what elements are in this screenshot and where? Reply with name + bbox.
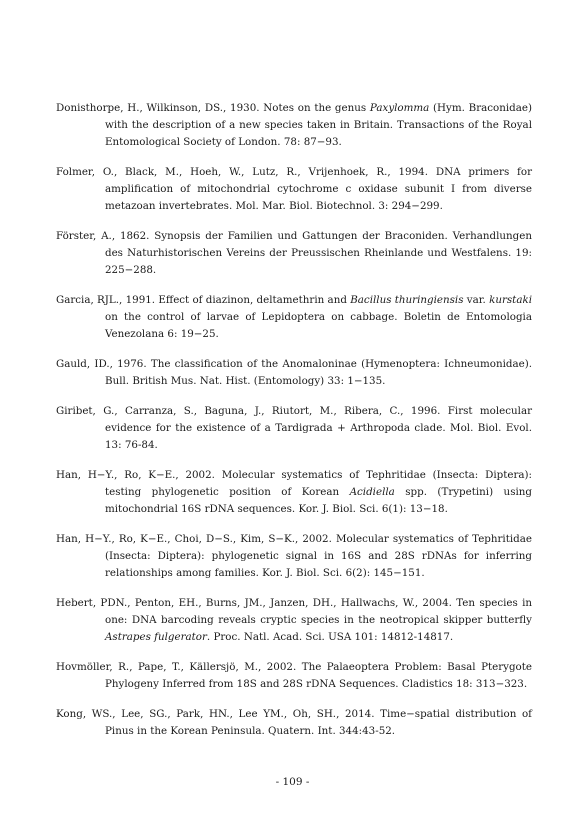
reference-text: Giribet, G., Carranza, S., Baguna, J., Riutort, M., Ribera, C., 1996. First molecular evidence for the existence of a Tardigrada + Arthropoda clade. Mol. Biol. Evol. 13: 76-84. bbox=[56, 405, 532, 451]
reference-entry bbox=[56, 706, 532, 740]
reference-text: Kong, WS., Lee, SG., Park, HN., Lee YM., Oh, SH., 2014. Time−spatial distribution of Pinus in the Korean Peninsula. Quatern. Int. 344:43-52. bbox=[56, 708, 532, 737]
reference-italic-text: Paxylomma bbox=[369, 102, 430, 114]
reference-entry bbox=[56, 228, 532, 279]
page-number: - 109 - bbox=[275, 776, 310, 788]
reference-text: Han, H−Y., Ro, K−E., Choi, D−S., Kim, S−K., 2002. Molecular systematics of Tephritidae (Insecta: Diptera): phylogenetic signal in 16S and 28S rDNAs for inferring relationships among families. Kor. J. Biol. Sci. 6(2): 145−151. bbox=[56, 533, 532, 579]
reference-text: Gauld, ID., 1976. The classification of the Anomaloninae (Hymenoptera: Ichneumonidae). Bull. British Mus. Nat. Hist. (Entomology) 33: 1−135. bbox=[56, 358, 532, 387]
reference-text: Donisthorpe, H., Wilkinson, DS., 1930. Notes on the genus bbox=[56, 102, 370, 114]
reference-text: on the control of larvae of Lepidoptera on cabbage. Boletin de Entomologia Venezolana 6: 19−25. bbox=[105, 311, 532, 340]
reference-text: Han, H−Y., Ro, K−E., 2002. Molecular systematics of Tephritidae (Insecta: Diptera): testing phylogenetic position of Korean bbox=[56, 469, 532, 498]
reference-entry bbox=[56, 659, 532, 693]
reference-entry bbox=[56, 403, 532, 454]
reference-text: Förster, A., 1862. Synopsis der Familien und Gattungen der Braconiden. Verhandlungen des Naturhistorischen Vereins der Preussischen Rheinlande und Westfalens. 19: 225−288. bbox=[56, 230, 532, 276]
reference-text: (Hym. Braconidae) with the description of a new species taken in Britain. Transactions of the Royal Entomological Society of London. 78: 87−93. bbox=[105, 102, 532, 148]
reference-text: spp. (Trypetini) using mitochondrial 16S rDNA sequences. Kor. J. Biol. Sci. 6(1): 13−18. bbox=[105, 486, 532, 515]
reference-entry bbox=[56, 164, 532, 215]
reference-list bbox=[56, 100, 532, 753]
reference-entry bbox=[56, 100, 532, 151]
reference-italic-text: Bacillus thuringiensis bbox=[350, 294, 464, 306]
reference-italic-text: Astrapes fulgerator bbox=[105, 631, 207, 643]
reference-entry bbox=[56, 356, 532, 390]
reference-entry bbox=[56, 292, 532, 343]
reference-text: Hebert, PDN., Penton, EH., Burns, JM., Janzen, DH., Hallwachs, W., 2004. Ten species in one: DNA barcoding reveals cryptic species in the neotropical skipper butterfly bbox=[56, 597, 532, 626]
reference-italic-text: Acidiella bbox=[349, 486, 395, 498]
reference-text: var. bbox=[463, 294, 490, 306]
reference-text: Garcia, RJL., 1991. Effect of diazinon, deltamethrin and bbox=[56, 294, 351, 306]
reference-text: . Proc. Natl. Acad. Sci. USA 101: 14812-14817. bbox=[206, 631, 454, 643]
reference-entry bbox=[56, 595, 532, 646]
reference-italic-text: kurstaki bbox=[489, 294, 532, 306]
reference-entry bbox=[56, 531, 532, 582]
reference-text: Folmer, O., Black, M., Hoeh, W., Lutz, R., Vrijenhoek, R., 1994. DNA primers for amplification of mitochondrial cytochrome c oxidase subunit I from diverse metazoan invertebrates. Mol. Mar. Biol. Biotechnol. 3: 294−299. bbox=[56, 166, 532, 212]
reference-entry bbox=[56, 467, 532, 518]
reference-text: Hovmöller, R., Pape, T., Källersjö, M., 2002. The Palaeoptera Problem: Basal Pterygote Phylogeny Inferred from 18S and 28S rDNA Sequences. Cladistics 18: 313−323. bbox=[56, 661, 532, 690]
